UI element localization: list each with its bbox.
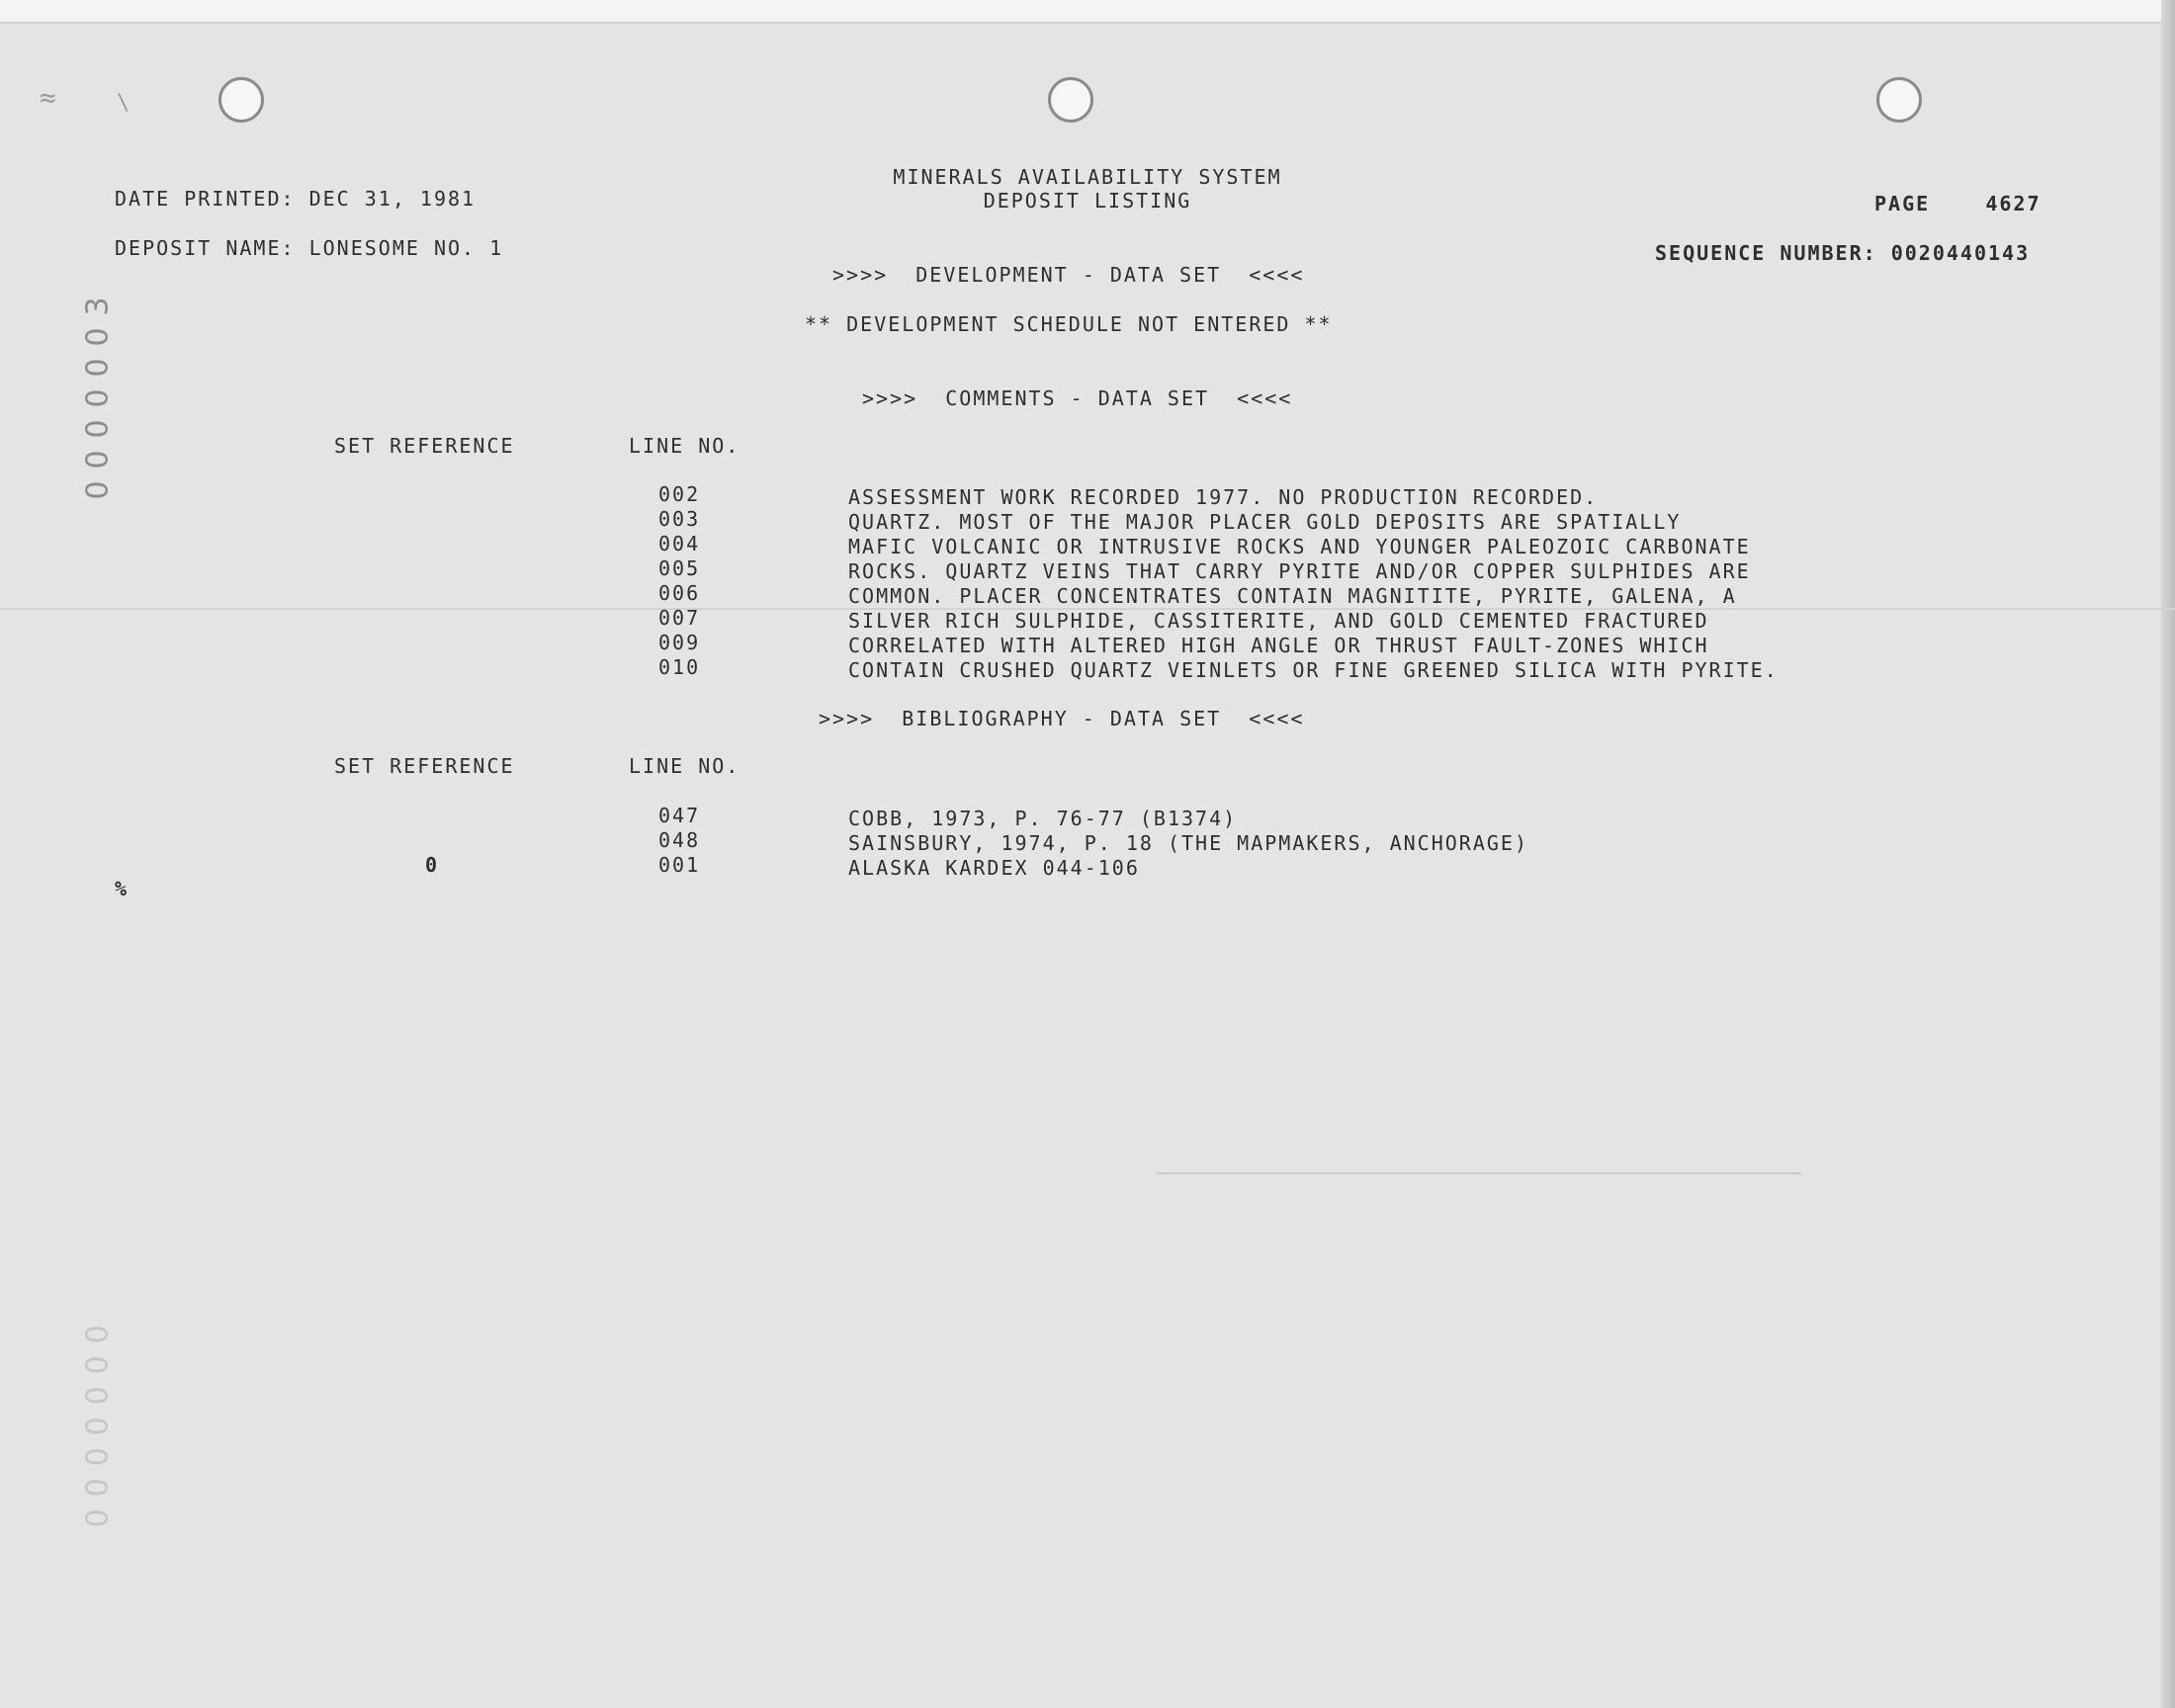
- comment-line-number: 005: [658, 556, 701, 580]
- comment-line-number: 002: [658, 482, 701, 506]
- page-number: [1874, 192, 2042, 215]
- comment-line-number: 003: [658, 507, 701, 531]
- bibliography-entry: COBB, 1973, P. 76-77 (B1374): [848, 807, 1238, 830]
- comment-line-number: 006: [658, 581, 701, 605]
- side-stamp-digit: 0: [80, 1447, 116, 1467]
- comment-text: CONTAIN CRUSHED QUARTZ VEINLETS OR FINE GREENED SILICA WITH PYRITE.: [848, 658, 1779, 682]
- side-stamp-digit: 0: [80, 450, 116, 470]
- ink-smudge-icon: \: [117, 91, 132, 116]
- system-title: MINERALS AVAILABILITY SYSTEM: [893, 165, 1282, 189]
- comment-text: COMMON. PLACER CONCENTRATES CONTAIN MAGNITITE, PYRITE, GALENA, A: [848, 584, 1737, 608]
- side-stamp-digit: 0: [80, 1355, 116, 1375]
- comment-text: QUARTZ. MOST OF THE MAJOR PLACER GOLD DEPOSITS ARE SPATIALLY: [848, 510, 1682, 534]
- comment-text: ASSESSMENT WORK RECORDED 1977. NO PRODUCTION RECORDED.: [848, 485, 1599, 509]
- deposit-name-value: LONESOME NO. 1: [308, 236, 504, 260]
- date-printed-label: DATE PRINTED:: [115, 187, 296, 211]
- comment-line-number: 009: [658, 631, 701, 654]
- bibliography-col-set-reference: SET REFERENCE: [334, 754, 515, 778]
- deposit-name: [115, 236, 503, 260]
- development-heading: >>>> DEVELOPMENT - DATA SET <<<<: [832, 263, 1305, 287]
- comment-text: SILVER RICH SULPHIDE, CASSITERITE, AND GOLD CEMENTED FRACTURED: [848, 609, 1709, 633]
- bibliography-heading: >>>> BIBLIOGRAPHY - DATA SET <<<<: [819, 707, 1305, 730]
- bibliography-entry: ALASKA KARDEX 044-106: [848, 856, 1140, 880]
- ink-smudge-icon: ≈: [40, 81, 58, 114]
- side-stamp-digit: 0: [80, 358, 116, 378]
- comment-line-number: 010: [658, 655, 701, 679]
- page-value: 4627: [1985, 192, 2042, 215]
- sheet-right-edge: [2161, 0, 2175, 1708]
- bibliography-line-number: 048: [658, 828, 701, 852]
- punch-hole-icon: [1048, 77, 1093, 123]
- side-stamp-ghost: [81, 1320, 125, 1537]
- sequence-value: 0020440143: [1890, 241, 2031, 265]
- comment-line-number: 007: [658, 606, 701, 630]
- comment-text: CORRELATED WITH ALTERED HIGH ANGLE OR THRUST FAULT-ZONES WHICH: [848, 634, 1709, 657]
- bibliography-set-reference: 0: [425, 853, 440, 877]
- punch-hole-icon: [218, 77, 264, 123]
- sequence-number: [1655, 241, 2030, 265]
- bibliography-col-line-no: LINE NO.: [629, 754, 740, 778]
- side-stamp-digit: 0: [80, 480, 116, 500]
- side-stamp-digit: 0: [80, 1416, 116, 1436]
- side-stamp-digit: 0: [80, 327, 116, 347]
- side-stamp-number: [81, 292, 125, 509]
- bibliography-entry: SAINSBURY, 1974, P. 18 (THE MAPMAKERS, ANCHORAGE): [848, 831, 1529, 855]
- side-stamp-digit: 0: [80, 1386, 116, 1406]
- side-stamp-digit: 3: [80, 297, 116, 316]
- date-printed-value: DEC 31, 1981: [308, 187, 477, 211]
- comments-col-line-no: LINE NO.: [629, 434, 740, 458]
- end-marker: %: [115, 877, 130, 900]
- deposit-name-label: DEPOSIT NAME:: [115, 236, 296, 260]
- punch-hole-icon: [1876, 77, 1922, 123]
- comments-col-set-reference: SET REFERENCE: [334, 434, 515, 458]
- faint-rule: [1157, 1172, 1801, 1174]
- date-printed: [115, 187, 476, 211]
- sequence-label: SEQUENCE NUMBER:: [1655, 241, 1877, 265]
- side-stamp-digit: 0: [80, 419, 116, 439]
- side-stamp-digit: 0: [80, 1508, 116, 1528]
- development-note: ** DEVELOPMENT SCHEDULE NOT ENTERED **: [805, 312, 1333, 336]
- side-stamp-digit: 0: [80, 1478, 116, 1497]
- comments-heading: >>>> COMMENTS - DATA SET <<<<: [862, 386, 1293, 410]
- comment-line-number: 004: [658, 532, 701, 555]
- comment-text: ROCKS. QUARTZ VEINS THAT CARRY PYRITE AND/OR COPPER SULPHIDES ARE: [848, 559, 1751, 583]
- sheet-top-edge: [0, 0, 2175, 24]
- side-stamp-digit: 0: [80, 1324, 116, 1344]
- page-label: PAGE: [1874, 192, 1931, 215]
- side-stamp-digit: 0: [80, 388, 116, 408]
- bibliography-line-number: 001: [658, 853, 701, 877]
- bibliography-line-number: 047: [658, 804, 701, 827]
- listing-title: DEPOSIT LISTING: [983, 189, 1192, 213]
- comment-text: MAFIC VOLCANIC OR INTRUSIVE ROCKS AND YOUNGER PALEOZOIC CARBONATE: [848, 535, 1751, 558]
